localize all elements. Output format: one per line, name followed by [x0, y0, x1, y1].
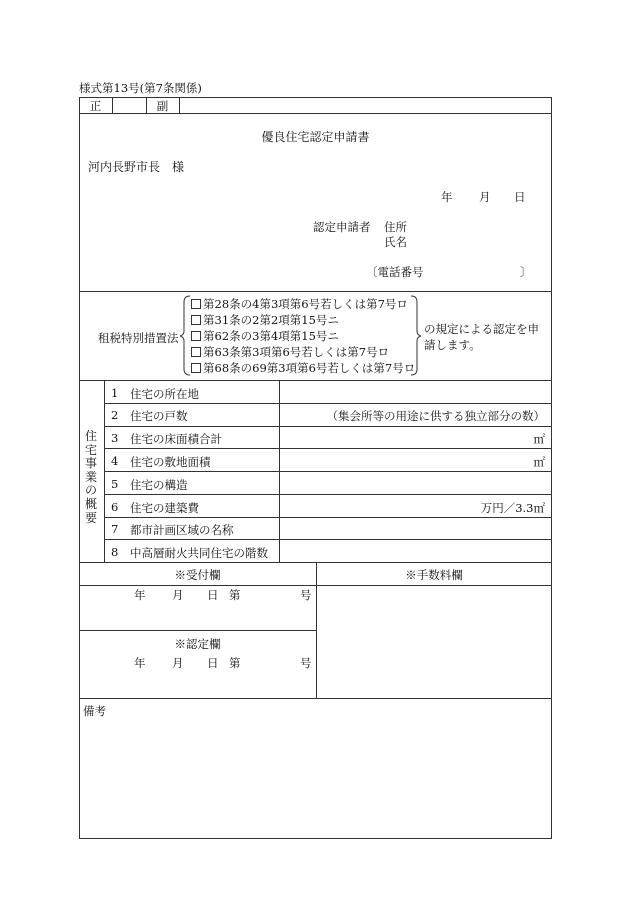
row-number: 6 [111, 500, 119, 514]
law-option-4[interactable]: 第63条第3項第6号若しくは第7号ロ [191, 344, 389, 360]
divider [104, 494, 552, 495]
row-number: 1 [111, 386, 119, 400]
name-label: 氏名 [384, 235, 407, 249]
reception-number-prefix: 第 [229, 588, 241, 602]
law-option-2[interactable]: 第31条の2第2項第15号ニ [191, 312, 339, 328]
certification-month: 月 [172, 656, 184, 670]
row-number: 5 [111, 477, 119, 491]
divider [104, 426, 552, 427]
law-option-3[interactable]: 第62条の3第4項第15号ニ [191, 328, 339, 344]
divider [79, 698, 552, 699]
row-value[interactable]: 万円／3.3㎡ [480, 501, 545, 515]
fee-label: ※手数料欄 [405, 568, 463, 582]
divider [104, 517, 552, 518]
row-label: 中高層耐火共同住宅の階数 [130, 546, 268, 560]
row-number: 8 [111, 545, 119, 559]
reception-day: 日 [207, 588, 219, 602]
phone-number-label: 〔電話番号 [366, 265, 424, 279]
form-number-label: 様式第13号(第7条関係) [79, 81, 202, 95]
certification-number-suffix: 号 [300, 656, 312, 670]
certification-label: ※認定欄 [174, 637, 221, 651]
law-option-5[interactable]: 第68条の69第3項第6号若しくは第7号ロ [191, 360, 415, 376]
law-suffix-line2: 請します。 [424, 338, 481, 352]
law-option-1[interactable]: 第28条の4第3項第6号若しくは第7号ロ [191, 296, 408, 312]
address-label: 住所 [384, 220, 407, 234]
law-label: 租税特別措置法 [98, 331, 179, 345]
original-copy-label: 正 [89, 99, 102, 113]
row-label: 住宅の構造 [130, 478, 188, 492]
duplicate-copy-label: 副 [156, 99, 169, 113]
remarks-label: 備考 [83, 704, 106, 718]
law-suffix-line1: の規定による認定を申 [424, 322, 539, 336]
divider [104, 403, 552, 404]
divider [79, 630, 316, 631]
row-label: 都市計画区域の名称 [130, 523, 234, 537]
reception-number-suffix: 号 [300, 588, 312, 602]
reception-label: ※受付欄 [174, 568, 221, 582]
certification-day: 日 [207, 656, 219, 670]
reception-year: 年 [134, 588, 146, 602]
row-label: 住宅の建築費 [130, 501, 199, 515]
checkbox-icon[interactable] [191, 347, 201, 357]
row-number: 4 [111, 454, 119, 468]
row-number: 3 [111, 431, 119, 445]
page-title: 優良住宅認定申請書 [261, 130, 370, 144]
row-label: 住宅の戸数 [130, 409, 188, 423]
reception-month: 月 [172, 588, 184, 602]
certification-year: 年 [134, 656, 146, 670]
row-number: 2 [111, 408, 119, 422]
row-value[interactable]: （集会所等の用途に供する独立部分の数） [326, 409, 545, 423]
row-number: 7 [111, 522, 119, 536]
divider [104, 448, 552, 449]
row-label: 住宅の敷地面積 [130, 455, 211, 469]
certification-number-prefix: 第 [229, 656, 241, 670]
row-value[interactable]: ㎡ [533, 432, 545, 446]
row-label: 住宅の床面積合計 [130, 432, 222, 446]
date-year-label: 年 [441, 190, 453, 204]
date-day-label: 日 [514, 190, 526, 204]
checkbox-icon[interactable] [191, 331, 201, 341]
phone-number-close: 〕 [520, 265, 532, 279]
divider [104, 471, 552, 472]
divider [104, 539, 552, 540]
date-month-label: 月 [479, 190, 491, 204]
divider [79, 380, 552, 381]
checkbox-icon[interactable] [191, 363, 201, 373]
addressee: 河内長野市長 様 [88, 160, 185, 174]
checkbox-icon[interactable] [191, 299, 201, 309]
row-value[interactable]: ㎡ [533, 455, 545, 469]
row-label: 住宅の所在地 [130, 387, 199, 401]
overview-section-label: 住宅事業の概要 [84, 429, 97, 525]
applicant-label: 認定申請者 [313, 220, 371, 234]
checkbox-icon[interactable] [191, 315, 201, 325]
